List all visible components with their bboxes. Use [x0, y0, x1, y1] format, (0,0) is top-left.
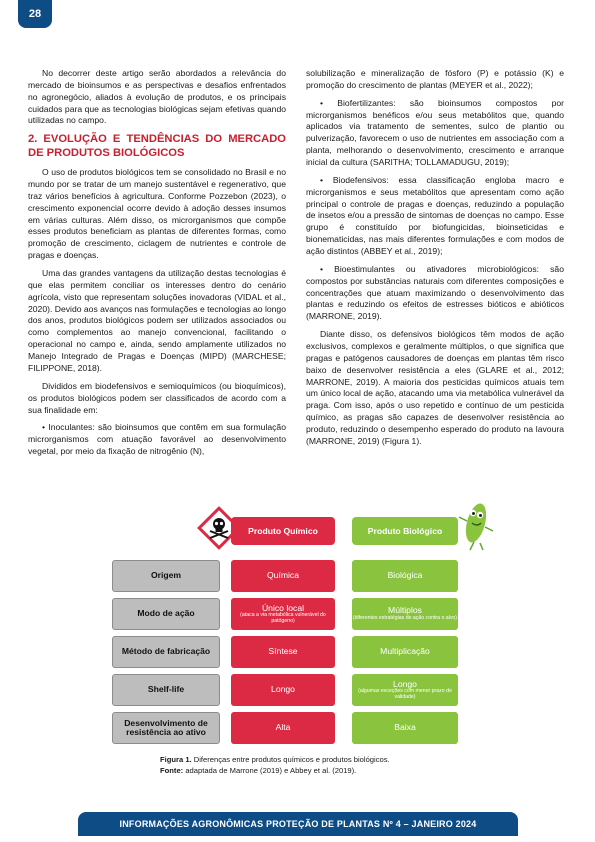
- source-label: Fonte:: [160, 766, 184, 776]
- paragraph: Diante disso, os defensivos biológicos têm modos de ação exclusivos, complexos e geralmente múltiplos, o que significa que pragas e patógenos causadores de doenças em plantas têm risco baixo de desenvolver resistência a eles (GLARE et al., 2012; MARRONE, 2019). A maioria dos pesticidas químicos atuais tem um único local de ação, atacando uma via metabólica vulnerável da praga. Com isso, após o uso repetido e contínuo de um pesticida químico, as pragas são capazes de desenvolver resistência ao produto, reduzindo o desempenho esperado do produto na lavoura (MARRONE, 2019) (Figura 1).: [306, 329, 564, 446]
- chemical-note: (ataca a via metabólica vulnerável do patógeno): [240, 612, 326, 624]
- left-column: [28, 68, 286, 464]
- paragraph: solubilização e mineralização de fósforo (P) e potássio (K) e promoção do crescimento de plantas (MEYER et al., 2022);: [306, 68, 564, 90]
- figure-label: Figura 1.: [160, 755, 192, 764]
- biological-value: Baixa: [352, 712, 458, 744]
- microbe-mascot-icon: [456, 497, 496, 551]
- chemical-value: Alta: [231, 712, 335, 744]
- row-label: Origem: [112, 560, 220, 592]
- paragraph: • Inoculantes: são bioinsumos que contêm em sua formulação microrganismos com atuação favorável ao desenvolvimento vegetal, por meio da fixação de nitrogênio (N),: [28, 422, 286, 457]
- paragraph: • Bioestimulantes ou ativadores microbiológicos: são compostos por substâncias naturais com diferentes composições e concentrações que atuam maximizando o desenvolvimento das plantas e reduzindo os efeitos de estresses bióticos e abióticos (MARRONE, 2019).: [306, 263, 564, 322]
- comparison-row: [106, 560, 496, 594]
- row-label: Método de fabricação: [112, 636, 220, 668]
- chemical-value: Longo: [231, 674, 335, 706]
- section-title: 2. EVOLUÇÃO E TENDÊNCIAS DO MERCADO DE PRODUTOS BIOLÓGICOS: [28, 133, 286, 159]
- chemical-value: Química: [231, 560, 335, 592]
- paragraph: Uma das grandes vantagens da utilização destas tecnologias é que elas permitem conciliar os interesses dentro do cenário agrícola, visto que representam soluções inovadoras (VIDAL et al., 2020). Devido aos avanços nas formulações e tecnologias ao longo dos anos, produtos biológicos podem ser utilizados associados ou como complementos ao manejo convencional, facilitando o operacional no campo e, ainda, sendo amplamente utilizados no Manejo Integrado de Pragas e Doenças (MIPD) (MARCHESE; FILIPPONE, 2018).: [28, 268, 286, 373]
- comparison-figure: [106, 505, 496, 751]
- paragraph: No decorrer deste artigo serão abordados a relevância do mercado de bioinsumos e as perspectivas e desafios enfrentados no agronegócio, aliados à evolução de produtos, e os principais cuidados para que as tecnologias biológicas sejam efetivas quando utilizadas no campo.: [28, 68, 286, 126]
- biological-value: Multiplicação: [352, 636, 458, 668]
- chemical-value: Síntese: [231, 636, 335, 668]
- biological-note: (algumas exceções com menor prazo de validade): [358, 688, 452, 700]
- footer-banner: INFORMAÇÕES AGRONÔMICAS PROTEÇÃO DE PLANTAS Nº 4 – JANEIRO 2024: [78, 812, 518, 836]
- header-chemical-product: Produto Químico: [231, 517, 335, 545]
- right-column: [306, 68, 564, 454]
- biological-note: (diferentes estratégias de ação contra o alvo): [352, 614, 458, 621]
- biological-value: Biológica: [352, 560, 458, 592]
- source-text: adaptada de Marrone (2019) e Abbey et al. (2019).: [183, 766, 357, 776]
- row-label: Shelf-life: [112, 674, 220, 706]
- header-biological-product: Produto Biológico: [352, 517, 458, 545]
- comparison-row: [106, 674, 496, 708]
- figure-caption: [160, 754, 460, 777]
- biological-value: Múltiplos (diferentes estratégias de ação contra o alvo): [352, 598, 458, 630]
- paragraph: O uso de produtos biológicos tem se consolidado no Brasil e no mundo por se tratar de um manejo sustentável e regenerativo, que traz vários benefícios à agricultura. Conforme Pozzebon (2023), o crescimento exponencial ocorre devido à adoção desses insumos em várias culturas. Além disso, os microrganismos que compõe esses produtos beneficiam as plantas de diferentes formas, como promoção de crescimento, ciclagem de nutrientes e controle de pragas e doenças.: [28, 167, 286, 261]
- comparison-row: [106, 636, 496, 670]
- row-label: Modo de ação: [112, 598, 220, 630]
- comparison-row: [106, 598, 496, 632]
- paragraph: • Biodefensivos: essa classificação engloba macro e microrganismos e seus metabólitos que apresentam como ação principal o controle de pragas e doenças, reduzindo a população de insetos e/ou a pressão de sintomas de doenças no campo. Esse grupo é constituído por biofungicidas, bioinseticidas e bionematicidas, nas mais diferentes formulações e com modos de ação distintos (ABBEY et al., 2019);: [306, 174, 564, 257]
- biological-value: Longo (algumas exceções com menor prazo de validade): [352, 674, 458, 706]
- figure-text: Diferenças entre produtos químicos e produtos biológicos.: [191, 755, 390, 764]
- chemical-value: Único local (ataca a via metabólica vulnerável do patógeno): [231, 598, 335, 630]
- comparison-row: [106, 712, 496, 746]
- paragraph: • Biofertilizantes: são bioinsumos compostos por microrganismos benéficos e/ou seus metabólitos que, quando aplicados via tratamento de sementes, sulco de plantio ou pulverização, favorecem o uso de nutrientes em associação com a planta, melhorando o desenvolvimento, crescimento e arranque inicial da cultura (SARITHA; TOLLAMADUGU, 2019);: [306, 97, 564, 168]
- page-number: 28: [18, 0, 52, 28]
- row-label: Desenvolvimento de resistência ao ativo: [112, 712, 220, 744]
- paragraph: Divididos em biodefensivos e semioquímicos (ou bioquímicos), os produtos biológicos podem ser classificados de acordo com a sua finalidade em:: [28, 380, 286, 415]
